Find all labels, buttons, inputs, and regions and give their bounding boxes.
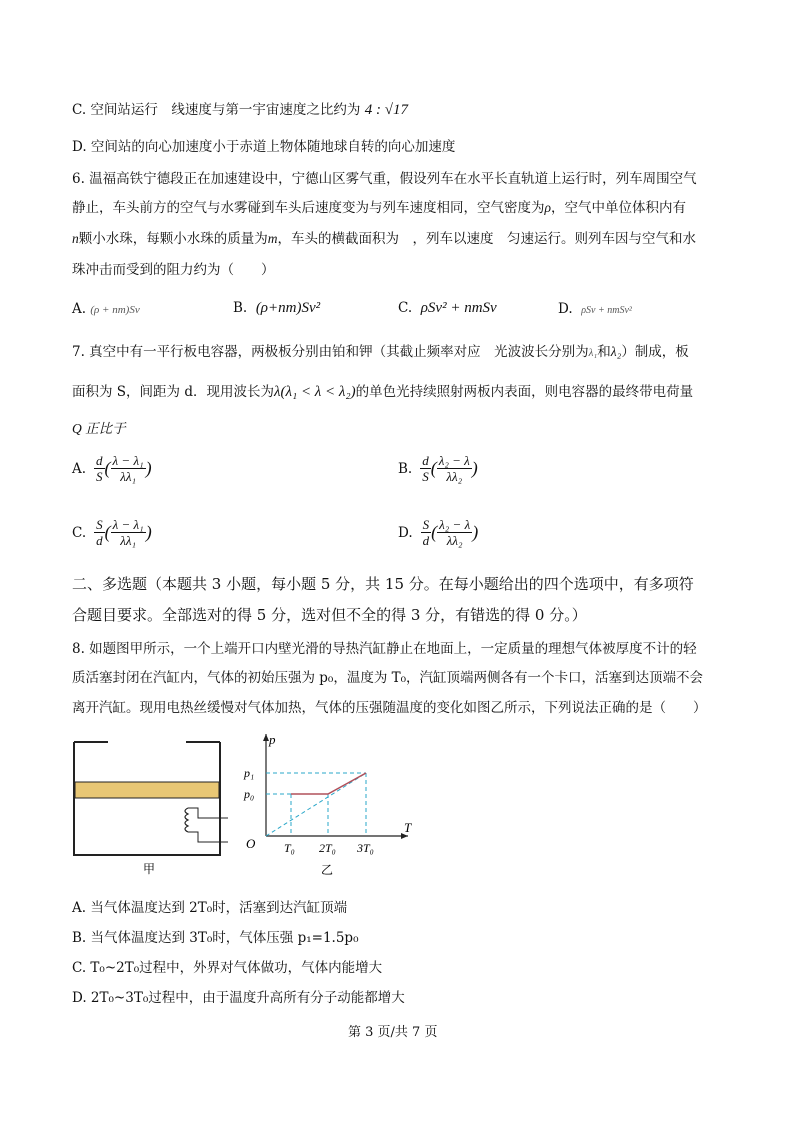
x-tick-3t0: 3T₀ — [357, 841, 374, 855]
q6-option-b: B. (ρ+nm)Sv² — [233, 300, 321, 316]
q8-stem-line1: 8. 如题图甲所示，一个上端开口内壁光滑的导热汽缸静止在地面上，一定质量的理想气体被厚度不计的轻 — [72, 641, 697, 657]
q8-option-c: C. T₀~2T₀过程中，外界对气体做功，气体内能增大 — [72, 960, 383, 976]
section2-heading-line2: 合题目要求。全部选对的得 5 分，选对但不全的得 3 分，有错选的得 0 分。） — [72, 606, 587, 624]
q7-option-c: C. $\frac{S}{d}$ ( $\frac{\text{λ − λ₁}}{\text{λλ₁}}$ ) — [72, 517, 152, 548]
x-axis-label: T — [404, 820, 412, 835]
y-axis-label: p — [269, 732, 276, 747]
q7-option-d: D. $\frac{S}{d}$ ( $\frac{\text{λ₂ − λ}}{\text{λλ₂}}$ ) — [398, 517, 479, 548]
q8-stem-line2: 质活塞封闭在汽缸内，气体的初始压强为 p₀，温度为 T₀，汽缸顶端两侧各有一个卡口，活塞到达顶端不会 — [72, 670, 704, 686]
x-tick-2t0: 2T₀ — [319, 841, 336, 855]
y-tick-p0: p₀ — [244, 787, 255, 801]
process-curve — [291, 773, 366, 794]
q6-option-d: D. ρSv + nmSv² — [558, 301, 632, 317]
origin-label: O — [246, 836, 256, 851]
q6-option-a: A. (ρ + nm)Sv — [72, 301, 140, 317]
q6-stem-line4: 珠冲击而受到的阻力约为（ ） — [72, 262, 275, 278]
q5-ratio: 4 : √17 — [364, 102, 408, 118]
section2-heading-line1: 二、多选题（本题共 3 小题，每小题 5 分，共 15 分。在每小题给出的四个选项中，有多项符 — [72, 575, 694, 593]
guide-origin-line — [266, 773, 366, 836]
q8-option-b: B. 当气体温度达到 3T₀时，气体压强 p₁=1.5p₀ — [72, 930, 359, 946]
q7-stem-line2: 面积为 S，间距为 d．现用波长为λ(λ₁ < λ < λ₂)的单色光持续照射两板内表面，则电容器的最终带电荷量 — [72, 384, 694, 400]
q6-option-c: C. ρSv² + nmSv — [398, 300, 497, 316]
q8-stem-line3: 离开汽缸。现用电热丝缓慢对气体加热，气体的压强随温度的变化如图乙所示，下列说法正确的是（ ） — [72, 700, 707, 716]
x-tick-t0: T₀ — [284, 841, 295, 855]
q8-option-a: A. 当气体温度达到 2T₀时，活塞到达汽缸顶端 — [72, 900, 348, 916]
figure-yi-graph — [236, 728, 416, 883]
q5-option-c: C. 空间站运行 线速度与第一宇宙速度之比约为 4 : √17 — [72, 102, 408, 118]
figure-yi-label: 乙 — [321, 863, 334, 877]
q6-stem-line1: 6. 温福高铁宁德段正在加速建设中，宁德山区雾气重，假设列车在水平长直轨道上运行时，列车周围空气 — [72, 171, 697, 187]
piston — [75, 782, 219, 798]
y-tick-p1: p₁ — [244, 766, 255, 780]
q6-stem-line3: n颗小水珠，每颗小水珠的质量为m，车头的横截面积为 ，列车以速度 匀速运行。则列车因与空气和水 — [72, 231, 696, 247]
figure-jia-cylinder — [70, 730, 230, 880]
q5-option-d: D. 空间站的向心加速度小于赤道上物体随地球自转的向心加速度 — [72, 139, 456, 155]
q7-option-b: B. $\frac{d}{S}$ ( $\frac{\text{λ₂ − λ}}{\text{λλ₂}}$ ) — [398, 453, 478, 484]
page-footer: 第 3 页/共 7 页 — [348, 1025, 438, 1040]
q6-stem-line2: 静止，车头前方的空气与水雾碰到车头后速度变为与列车速度相同，空气密度为ρ，空气中单位体积内有 — [72, 200, 686, 216]
heating-coil — [185, 808, 188, 832]
q8-option-d: D. 2T₀~3T₀过程中，由于温度升高所有分子动能都增大 — [72, 990, 405, 1006]
q7-stem-line3: Q 正比于 — [72, 421, 126, 436]
q7-stem-line1: 7. 真空中有一平行板电容器，两极板分别由铂和钾（其截止频率对应 光波波长分别为λ₁和λ₂）制成，板 — [72, 344, 689, 360]
q7-option-a: A. $\frac{d}{S}$ ( $\frac{\text{λ − λ₁}}{\text{λλ₁}}$ ) — [72, 453, 152, 484]
figure-jia-label: 甲 — [143, 862, 156, 876]
